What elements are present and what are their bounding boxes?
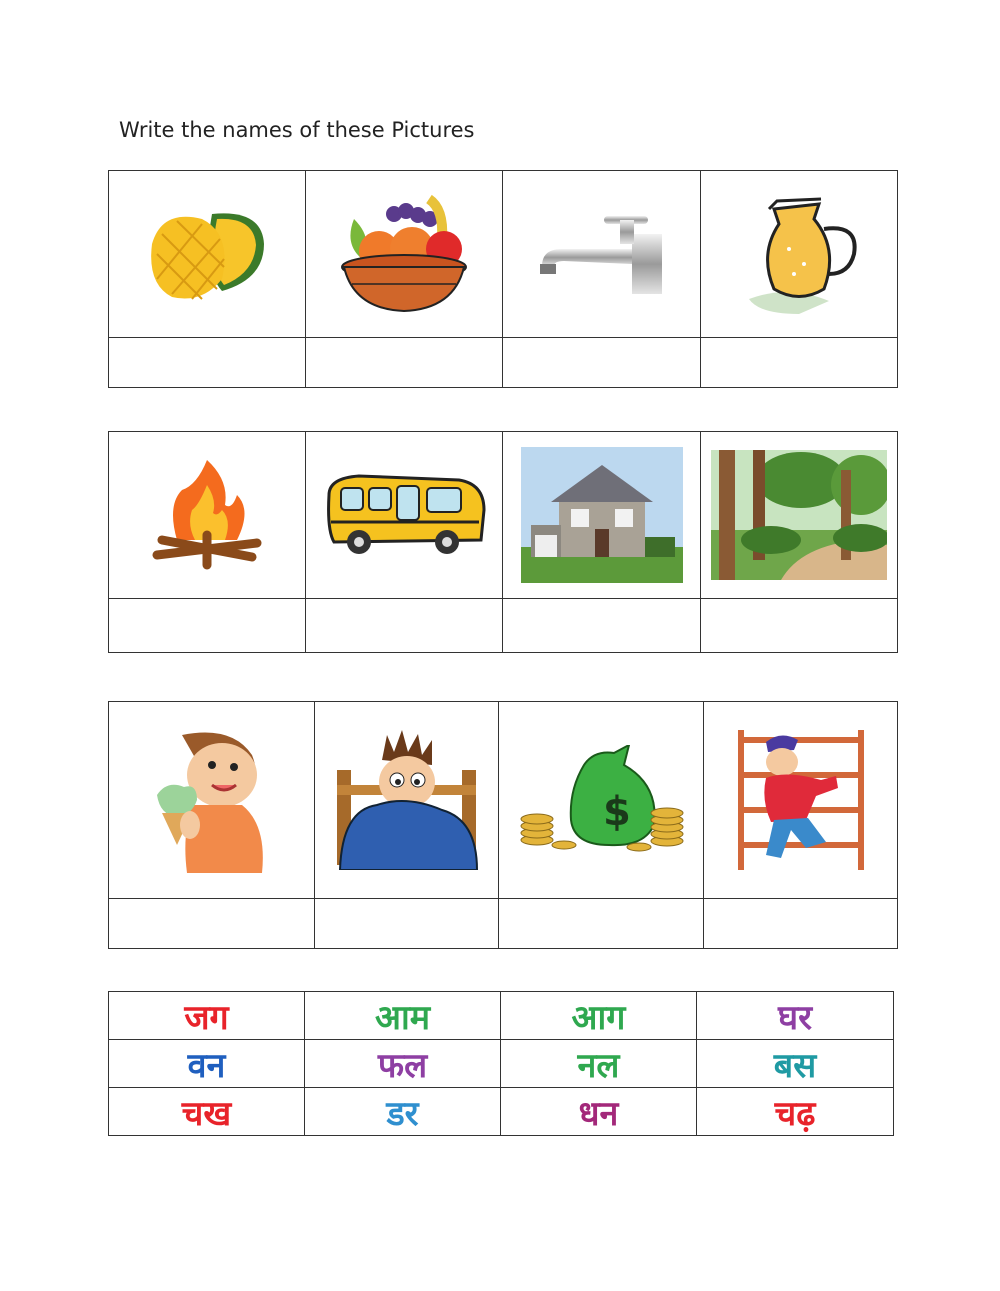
answer-input[interactable] — [503, 350, 700, 376]
picture-cell — [499, 702, 704, 899]
answer-cell[interactable] — [503, 599, 701, 653]
answer-input[interactable] — [499, 911, 703, 937]
answer-input[interactable] — [704, 911, 897, 937]
picture-cell — [503, 171, 701, 338]
answer-input[interactable] — [109, 911, 314, 937]
picture-cell — [109, 702, 315, 899]
picture-table-1 — [108, 170, 898, 388]
answer-cell[interactable] — [306, 599, 503, 653]
picture-cell — [704, 702, 898, 899]
word-bank-word[interactable]: डर — [305, 1088, 501, 1136]
word-bank-word[interactable]: चढ़ — [697, 1088, 894, 1136]
mango-icon — [142, 199, 272, 309]
word-bank-word[interactable]: जग — [109, 992, 305, 1040]
picture-cell — [306, 432, 503, 599]
bus-icon — [319, 470, 489, 560]
answer-input[interactable] — [701, 613, 897, 639]
answer-cell[interactable] — [503, 338, 701, 388]
answer-cell[interactable] — [704, 899, 898, 949]
answer-input[interactable] — [109, 613, 305, 639]
picture-table-2 — [108, 431, 898, 653]
answer-input[interactable] — [503, 613, 700, 639]
jug-icon — [729, 189, 869, 319]
picture-cell — [109, 432, 306, 599]
climbing-boy-icon — [736, 730, 866, 870]
answer-input[interactable] — [315, 911, 498, 937]
picture-cell — [701, 432, 898, 599]
word-bank-word[interactable]: नल — [501, 1040, 697, 1088]
answer-input[interactable] — [306, 350, 502, 376]
word-bank-word[interactable]: घर — [697, 992, 894, 1040]
picture-cell — [315, 702, 499, 899]
word-bank-word[interactable]: चख — [109, 1088, 305, 1136]
answer-cell[interactable] — [315, 899, 499, 949]
picture-cell — [306, 171, 503, 338]
answer-input[interactable] — [306, 613, 502, 639]
word-bank-table — [108, 991, 894, 1136]
word-bank-word[interactable]: वन — [109, 1040, 305, 1088]
answer-cell[interactable] — [499, 899, 704, 949]
scared-boy-icon — [332, 730, 482, 870]
answer-cell[interactable] — [701, 599, 898, 653]
svg-text:$: $ — [602, 789, 631, 835]
forest-icon — [711, 450, 887, 580]
answer-cell[interactable] — [306, 338, 503, 388]
answer-cell[interactable] — [109, 599, 306, 653]
water-tap-icon — [532, 204, 672, 304]
fire-icon — [137, 455, 277, 575]
house-icon — [521, 447, 683, 583]
picture-cell — [109, 171, 306, 338]
picture-cell — [503, 432, 701, 599]
word-bank-word[interactable]: बस — [697, 1040, 894, 1088]
picture-table-3 — [108, 701, 898, 949]
tasting-icecream-icon — [142, 725, 282, 875]
word-bank-word[interactable]: धन — [501, 1088, 697, 1136]
word-bank-word[interactable]: आम — [305, 992, 501, 1040]
answer-cell[interactable] — [109, 899, 315, 949]
answer-cell[interactable] — [109, 338, 306, 388]
answer-input[interactable] — [109, 350, 305, 376]
word-bank-word[interactable]: फल — [305, 1040, 501, 1088]
money-bag-icon — [519, 745, 684, 855]
answer-input[interactable] — [701, 350, 897, 376]
fruit-basket-icon — [334, 189, 474, 319]
answer-cell[interactable] — [701, 338, 898, 388]
worksheet-title: Write the names of these Pictures — [119, 118, 475, 142]
word-bank-word[interactable]: आग — [501, 992, 697, 1040]
picture-cell — [701, 171, 898, 338]
